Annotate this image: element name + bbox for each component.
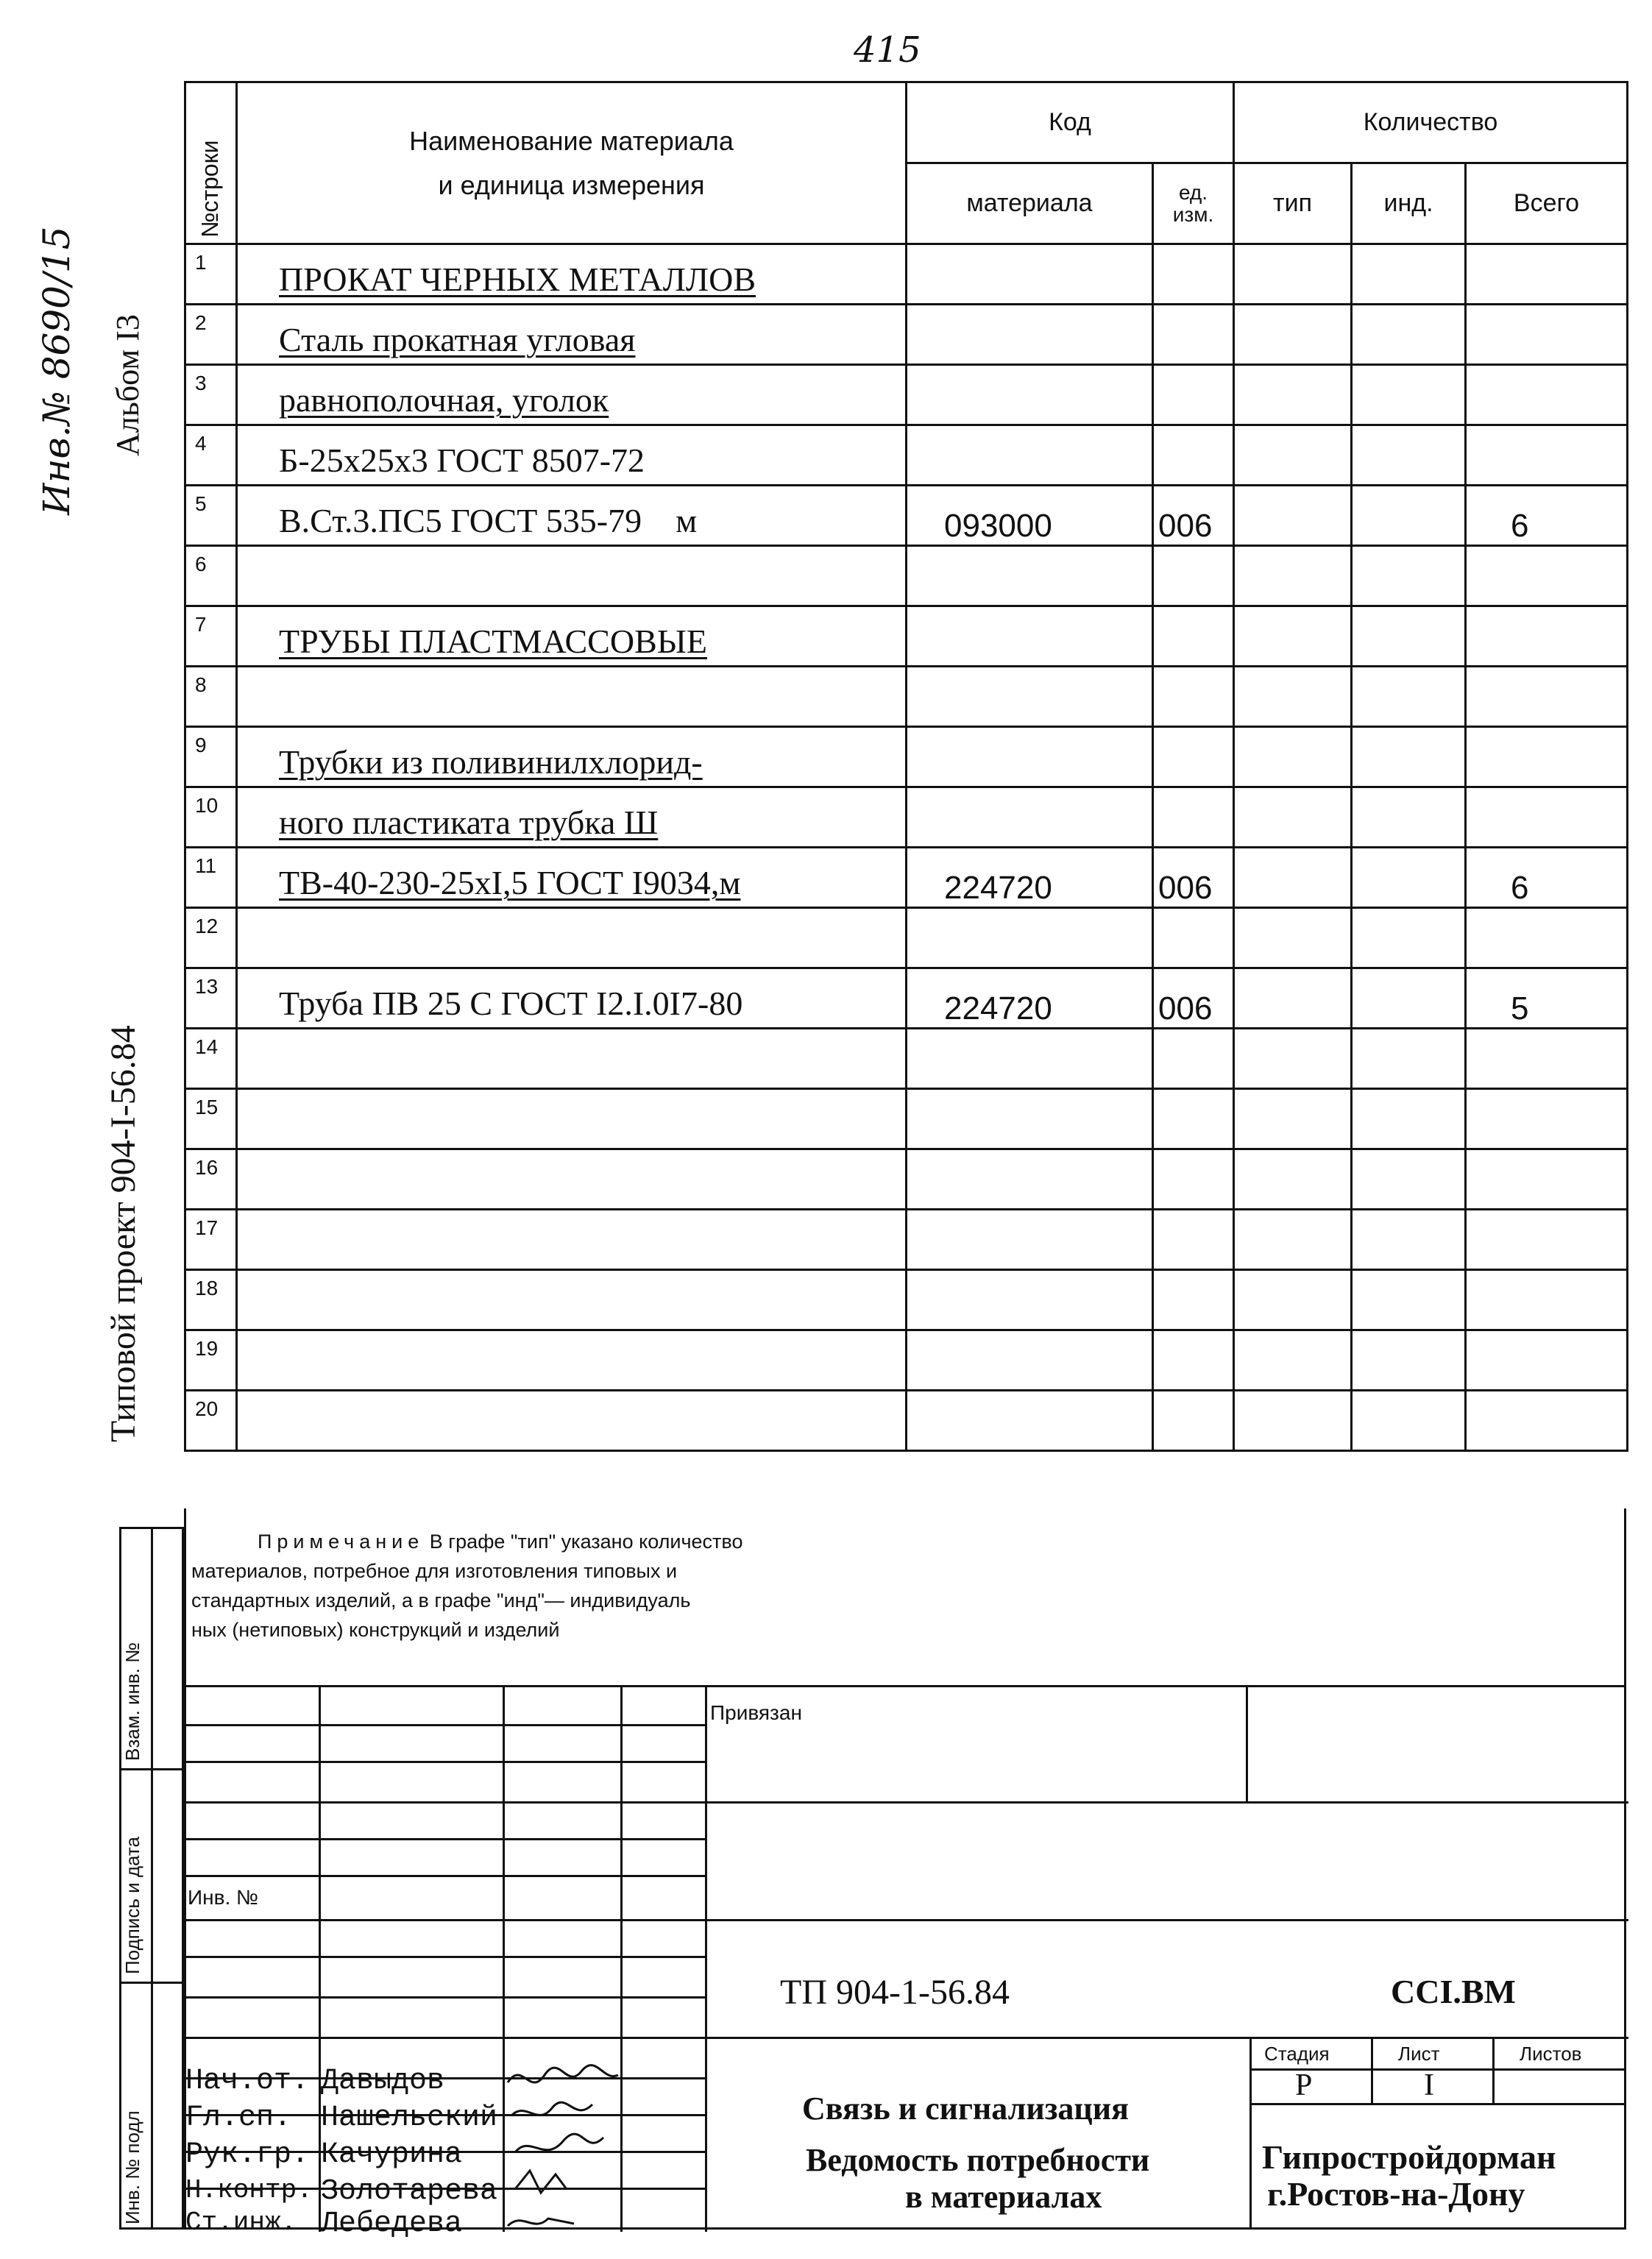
org-line-2: г.Ростов-на-Дону bbox=[1267, 2175, 1525, 2213]
header-row-number: №строки bbox=[185, 82, 237, 244]
signer-name-1: Давыдов bbox=[321, 2065, 445, 2098]
note-heading: Примечание bbox=[258, 1531, 425, 1553]
table-row: 8 bbox=[185, 667, 1628, 727]
table-row: 14 bbox=[185, 1029, 1628, 1089]
table-row: 15 bbox=[185, 1089, 1628, 1149]
signature-scribbles bbox=[500, 2060, 625, 2237]
table-row: 16 bbox=[185, 1149, 1628, 1210]
doc-title-line-1: Связь и сигнализация bbox=[802, 2090, 1129, 2127]
header-code-material: материала bbox=[907, 163, 1153, 244]
header-code: Код bbox=[907, 82, 1234, 163]
table-row: 2 Сталь прокатная угловая bbox=[185, 305, 1628, 365]
stamp-label-podpis: Подпись и дата bbox=[121, 1836, 143, 1974]
project-label: Типовой проект 904-I-56.84 bbox=[104, 1025, 143, 1442]
note-line-2: материалов, потребное для изготовления типовых и bbox=[191, 1560, 678, 1582]
table-row: 20 bbox=[185, 1391, 1628, 1451]
privyazan-label: Привязан bbox=[710, 1701, 802, 1724]
note-line-4: ных (нетиповых) конструкций и изделий bbox=[191, 1619, 560, 1641]
org-line-1: Гипростройдорман bbox=[1262, 2138, 1556, 2176]
header-quantity: Количество bbox=[1234, 82, 1628, 163]
table-row: 6 bbox=[185, 546, 1628, 606]
table-row: 4 Б-25х25х3 ГОСТ 8507-72 bbox=[185, 425, 1628, 486]
note-line-3: стандартных изделий, а в графе "инд"— индивидуаль bbox=[191, 1589, 691, 1611]
album-label: Альбом I3 bbox=[110, 314, 146, 456]
stage-label: Стадия bbox=[1264, 2043, 1330, 2065]
signer-role-5: Ст.инж. bbox=[185, 2207, 297, 2238]
inv-no-label: Инв. № bbox=[188, 1886, 259, 1909]
inventory-number: Инв.№ 8690/15 bbox=[35, 226, 78, 515]
stamp-label-inv-podl: Инв. № подл bbox=[121, 2110, 143, 2224]
table-row: 9 Трубки из поливинилхлорид- bbox=[185, 727, 1628, 787]
sheets-label: Листов bbox=[1520, 2043, 1582, 2065]
table-row: 19 bbox=[185, 1330, 1628, 1391]
table-row: 3 равнополочная, уголок bbox=[185, 365, 1628, 425]
doc-code: ТП 904-1-56.84 bbox=[780, 1973, 1010, 2012]
signer-name-3: Качурина bbox=[321, 2138, 463, 2171]
signer-role-3: Рук.гр. bbox=[185, 2138, 310, 2171]
sheet-value: I bbox=[1424, 2068, 1434, 2102]
materials-table bbox=[184, 81, 1628, 1452]
header-name: Наименование материала и единица измерения bbox=[237, 82, 907, 244]
signer-name-2: Нашельский bbox=[321, 2102, 498, 2135]
header-code-unit: ед. изм. bbox=[1153, 163, 1234, 244]
sheet-label: Лист bbox=[1398, 2043, 1440, 2065]
doc-title-line-2: Ведомость потребности bbox=[806, 2142, 1150, 2178]
table-row: 17 bbox=[185, 1210, 1628, 1270]
table-row: 5 В.Ст.3.ПС5 ГОСТ 535-79 м 093000 006 6 bbox=[185, 486, 1628, 546]
signer-role-1: Нач.от. bbox=[185, 2065, 310, 2098]
doc-title-line-3: в материалах bbox=[905, 2179, 1102, 2215]
table-row: 7 ТРУБЫ ПЛАСТМАССОВЫЕ bbox=[185, 606, 1628, 667]
table-row: 13 Труба ПВ 25 С ГОСТ I2.I.0I7-80 224720 006 5 bbox=[185, 968, 1628, 1029]
table-row: 10 ного пластиката трубка Ш bbox=[185, 787, 1628, 848]
signer-role-2: Гл.сп. bbox=[185, 2102, 292, 2135]
header-qty-type: тип bbox=[1234, 163, 1352, 244]
table-row: 1 ПРОКАТ ЧЕРНЫХ МЕТАЛЛОВ bbox=[185, 244, 1628, 305]
left-stamp-column bbox=[119, 1527, 184, 2230]
header-qty-ind: инд. bbox=[1352, 163, 1466, 244]
table-row: 11 ТВ-40-230-25хI,5 ГОСТ I9034,м 224720 006 6 bbox=[185, 848, 1628, 908]
note-line-1: В графе "тип" указано количество bbox=[429, 1531, 743, 1553]
note-text bbox=[191, 1527, 742, 1645]
signer-name-5: Лебедева bbox=[321, 2207, 463, 2241]
signer-name-4: Золотарева bbox=[321, 2175, 498, 2208]
stamp-label-vzam: Взам. инв. № bbox=[121, 1642, 143, 1761]
signer-role-4: Н.контр. bbox=[185, 2175, 313, 2205]
stage-value: Р bbox=[1295, 2068, 1313, 2102]
header-qty-total: Всего bbox=[1466, 163, 1628, 244]
page-number: 415 bbox=[854, 29, 921, 71]
table-row: 18 bbox=[185, 1270, 1628, 1330]
sheet-code: ССI.ВМ bbox=[1391, 1973, 1516, 2010]
table-row: 12 bbox=[185, 908, 1628, 968]
